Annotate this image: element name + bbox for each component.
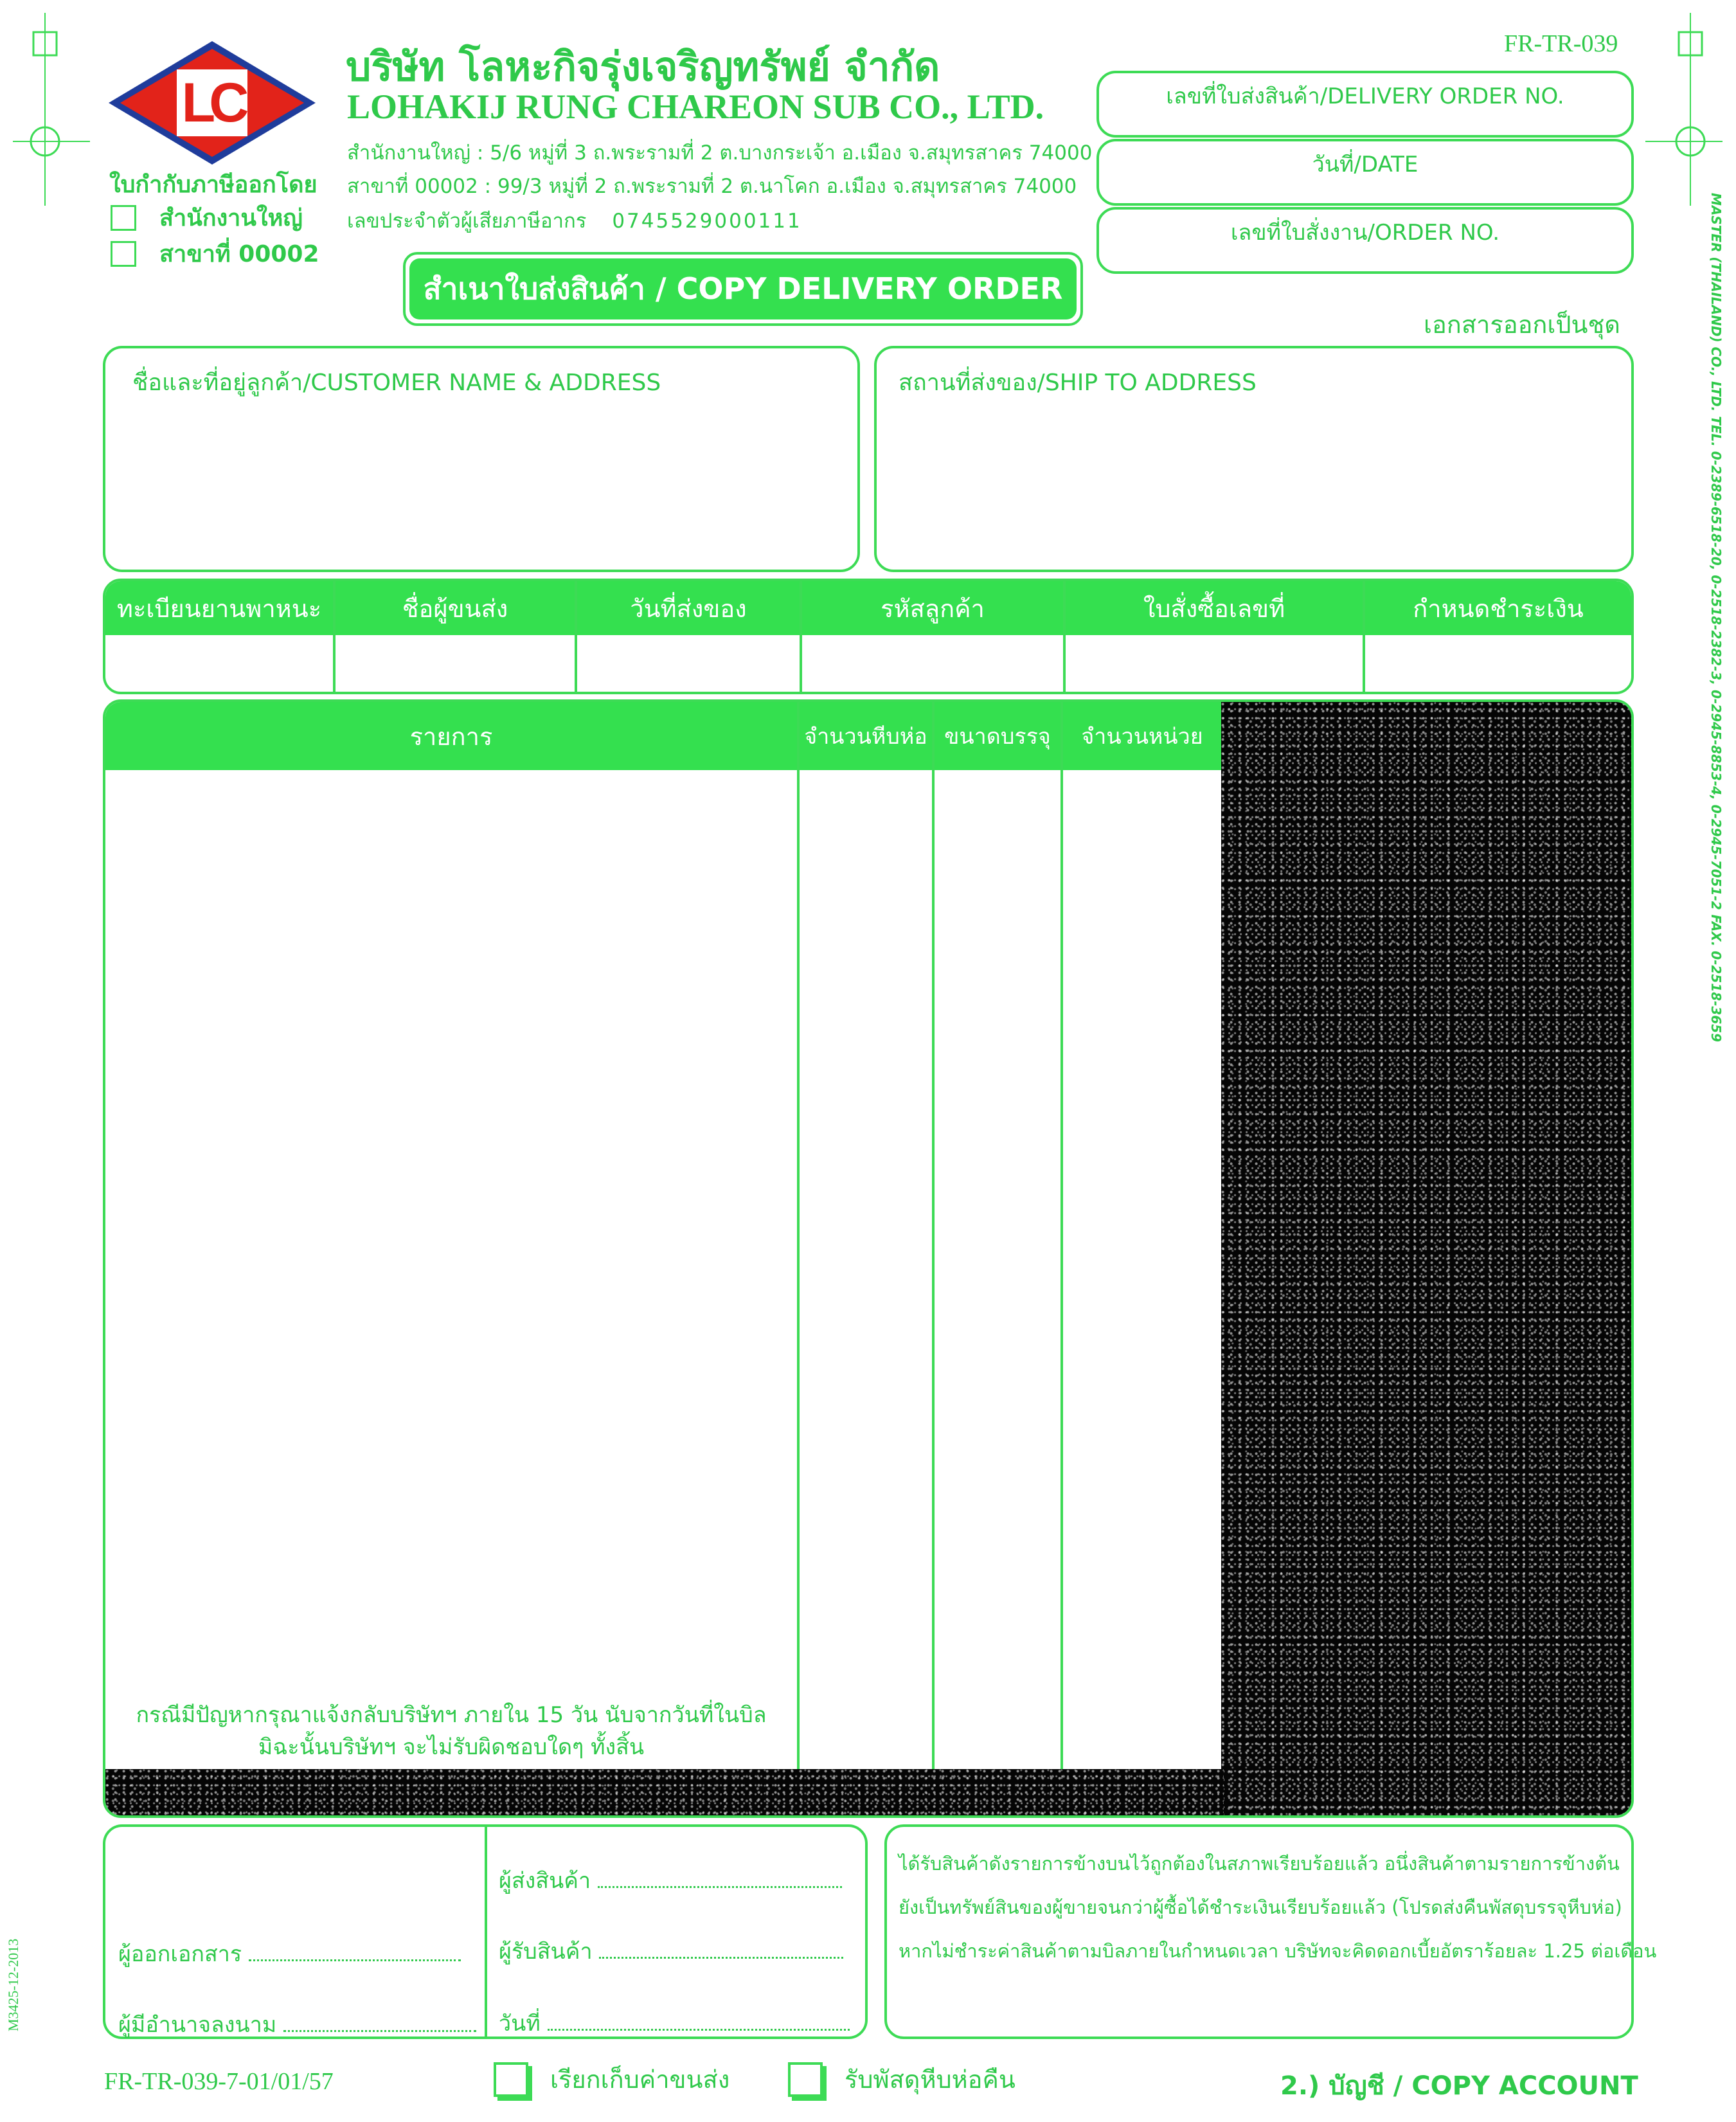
copy-account-label: 2.) บัญชี / COPY ACCOUNT [1280,2071,1638,2101]
registration-mark-left [13,13,90,206]
signature-date-label: วันที่ [499,2011,541,2037]
col-package-size: ขนาดบรรจุ [944,724,1051,750]
shipping-fee-checkbox[interactable] [494,2062,528,2097]
col-customer-code: รหัสลูกค้า [881,594,985,623]
form-code: FR-TR-039 [1504,30,1618,57]
branch-checkbox-row[interactable] [111,235,319,272]
info-divider [575,581,577,694]
items-divider [797,702,800,1769]
tax-id-value: 0745529000111 [612,210,802,233]
hq-checkbox[interactable] [111,205,136,231]
return-package-checkbox[interactable] [788,2062,823,2097]
shipping-fee-label: เรียกเก็บค่าขนส่ง [550,2065,730,2094]
col-payment-due: กำหนดชำระเงิน [1413,594,1584,623]
col-vehicle-registration: ทะเบียนยานพาหนะ [116,594,322,623]
ship-to-address-label: สถานที่ส่งของ/SHIP TO ADDRESS [899,370,1257,396]
authorized-signature-line[interactable] [118,2007,476,2042]
branch-checkbox[interactable] [111,241,136,267]
terms-box [884,1824,1657,2039]
info-divider [1363,581,1365,694]
items-divider [1060,702,1063,1769]
customer-address-box[interactable] [103,346,860,572]
date-field[interactable] [1096,139,1634,206]
sender-label: ผู้ส่งสินค้า [499,1868,591,1894]
notice-line-1: กรณีมีปัญหากรุณาแจ้งกลับบริษัทฯ ภายใน 15 วัน นับจากวันที่ในบิล [136,1702,767,1728]
sender-signature-line[interactable] [499,1863,842,1898]
col-delivery-date: วันที่ส่งของ [630,594,747,623]
col-package-count: จำนวนหีบห่อ [804,724,927,750]
company-address-branch: สาขาที่ 00002 : 99/3 หมู่ที่ 2 ถ.พระรามที่ 2 ต.นาโคก อ.เมือง จ.สมุทรสาคร 74000 [347,175,1077,198]
delivery-order-no-field[interactable] [1096,71,1634,138]
col-po-number: ใบสั่งซื้อเลขที่ [1143,594,1285,623]
delivery-order-no-label: เลขที่ใบส่งสินค้า/DELIVERY ORDER NO. [1166,84,1564,109]
info-divider [1063,581,1066,694]
signature-box [103,1824,868,2039]
security-pattern-right [1221,702,1634,1818]
info-divider [333,581,336,694]
company-address-hq: สำนักงานใหญ่ : 5/6 หมู่ที่ 3 ถ.พระรามที่ 2 ต.บางกระเจ้า อ.เมือง จ.สมุทรสาคร 74000 [347,141,1093,165]
document-title: สำเนาใบส่งสินค้า / COPY DELIVERY ORDER [409,258,1077,319]
date-label: วันที่/DATE [1312,152,1418,177]
return-package-checkbox-row[interactable] [788,2060,1016,2099]
branch-option-label: สาขาที่ 00002 [159,241,319,267]
hq-option-label: สำนักงานใหญ่ [159,205,303,231]
order-no-field[interactable] [1096,207,1634,274]
print-code: M3425-12-2013 [5,1938,21,2031]
tax-id-row [347,204,802,237]
signature-divider [485,1827,487,2037]
customer-address-label: ชื่อและที่อยู่ลูกค้า/CUSTOMER NAME & ADDRESS [132,370,661,396]
tax-id-label: เลขประจำตัวผู้เสียภาษีอากร [347,210,587,233]
info-divider [800,581,802,694]
revision-code: FR-TR-039-7-01/01/57 [104,2068,334,2095]
date-signature-line[interactable] [499,2006,850,2040]
col-carrier-name: ชื่อผู้ขนส่ง [402,594,508,623]
receiver-label: ผู้รับสินค้า [499,1939,593,1965]
registration-mark-right [1645,13,1723,206]
terms-line-3: หากไม่ชำระค่าสินค้าตามบิลภายในกำหนดเวลา บริษัทจะคิดดอกเบี้ยอัตราร้อยละ 1.25 ต่อเดือน [899,1940,1657,1962]
receiver-signature-line[interactable] [499,1934,843,1968]
tax-issued-by-label: ใบกำกับภาษีออกโดย [109,172,318,198]
shipping-fee-checkbox-row[interactable] [494,2060,729,2099]
order-no-label: เลขที่ใบสั่งงาน/ORDER NO. [1230,220,1500,246]
logo-text: LC [181,71,243,134]
terms-line-2: ยังเป็นทรัพย์สินของผู้ขายจนกว่าผู้ซื้อได้ชำระเงินเรียบร้อยแล้ว (โปรดส่งคืนพัสดุบรรจุหีบห่อ) [899,1896,1622,1918]
hq-checkbox-row[interactable] [111,199,303,236]
shipping-info-table [103,579,1634,694]
ship-to-address-box[interactable] [874,346,1634,572]
return-package-label: รับพัสดุหีบห่อคืน [845,2065,1016,2094]
terms-line-1: ได้รับสินค้าดังรายการข้างบนไว้ถูกต้องในสภาพเรียบร้อยแล้ว อนึ่งสินค้าตามรายการข้างต้น [899,1853,1620,1875]
printer-side-text: MASTER (THAILAND) CO., LTD. TEL. 0-2389-6518-20, 0-2518-2382-3, 0-2945-8853-4, 0-2945-7051-2 FAX. 0-2518-3659 [1708,193,1724,1043]
items-table [103,699,1634,1818]
notice-line-2: มิฉะนั้นบริษัทฯ จะไม่รับผิดชอบใดๆ ทั้งสิ้น [258,1734,645,1760]
col-unit-count: จำนวนหน่วย [1081,724,1203,750]
document-set-note: เอกสารออกเป็นชุด [1424,310,1620,339]
security-pattern-bottom [105,1769,1224,1818]
authorized-label: ผู้มีอำนาจลงนาม [118,2012,277,2038]
company-name-en: LOHAKIJ RUNG CHAREON SUB CO., LTD. [347,87,1044,126]
items-divider [932,702,935,1769]
issuer-signature-line[interactable] [118,1936,461,1971]
company-logo [106,39,318,167]
company-name-th: บริษัท โลหะกิจรุ่งเจริญทรัพย์ จำกัด [346,43,940,90]
issuer-label: ผู้ออกเอกสาร [118,1941,242,1967]
col-description: รายการ [409,722,493,751]
